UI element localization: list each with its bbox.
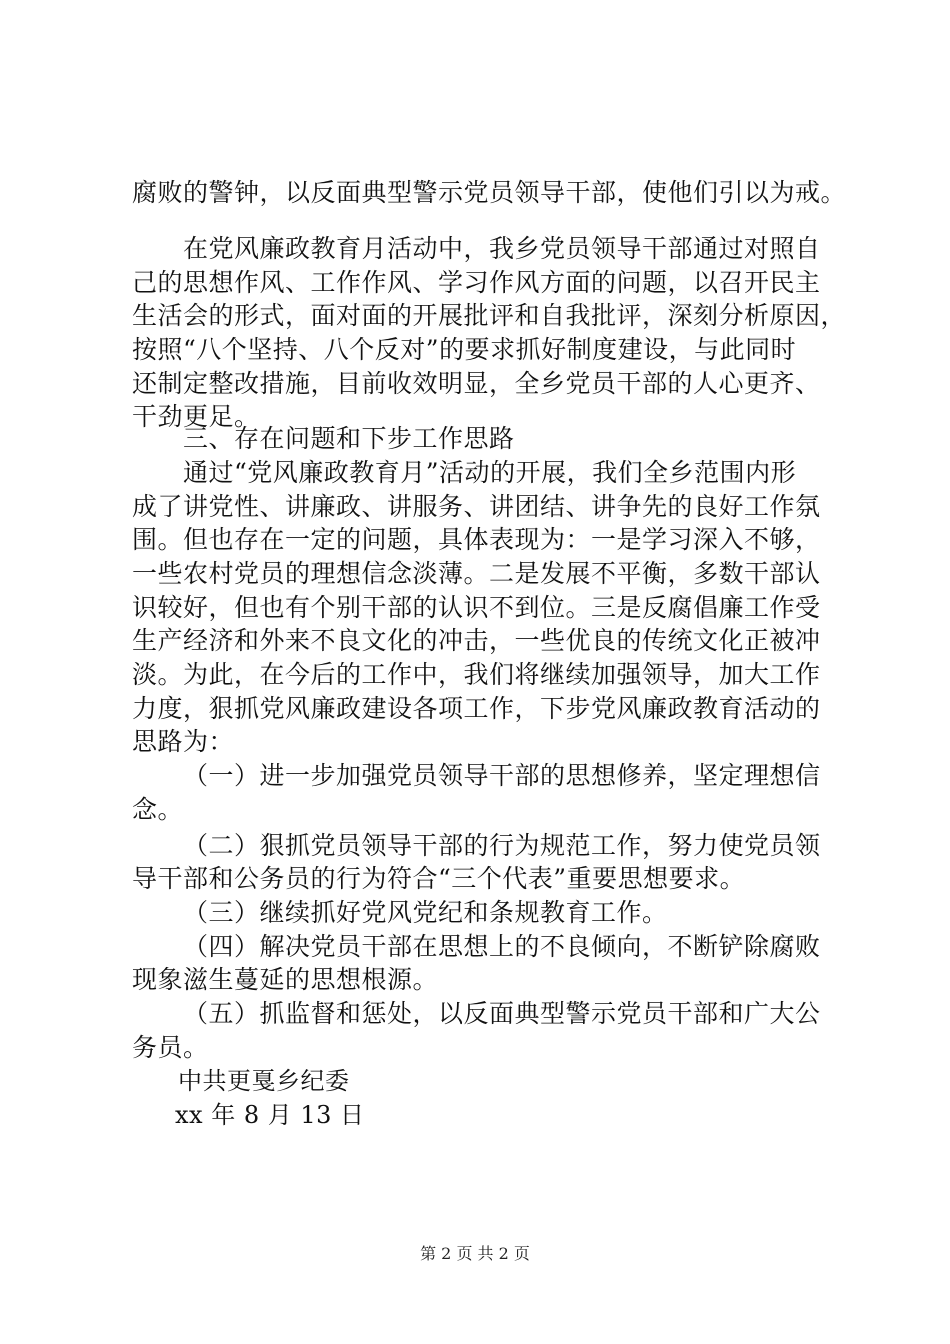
text-line: 围。但也存在一定的问题，具体表现为：一是学习深入不够，	[132, 525, 821, 554]
text-line: 干劲更足。	[132, 402, 260, 431]
list-item-5-cont: 务员。	[132, 1033, 209, 1062]
text-line: 一些农村党员的理想信念淡薄。二是发展不平衡，多数干部认	[132, 559, 821, 588]
text-line: 成了讲党性、讲廉政、讲服务、讲团结、讲争先的良好工作氛	[132, 492, 821, 521]
text-line: 己的思想作风、工作作风、学习作风方面的问题，以召开民主	[132, 268, 821, 297]
text-line: 按照“八个坚持、八个反对”的要求抓好制度建设，与此同时	[132, 335, 797, 364]
list-item-3: （三）继续抓好党风党纪和条规教育工作。	[183, 898, 668, 927]
text-line: 思路为：	[132, 727, 235, 756]
list-item-1: （一）进一步加强党员领导干部的思想修养，坚定理想信	[183, 761, 821, 790]
text-line: 腐败的警钟，以反面典型警示党员领导干部，使他们引以为戒。	[132, 178, 847, 207]
list-item-1-cont: 念。	[132, 795, 184, 824]
text-line: 生活会的形式，面对面的开展批评和自我批评，深刻分析原因，	[132, 301, 847, 330]
paragraph-first-line: 在党风廉政教育月活动中，我乡党员领导干部通过对照自	[183, 234, 821, 263]
text-line: 还制定整改措施，目前收效明显，全乡党员干部的人心更齐、	[132, 369, 821, 398]
text-line: 淡。为此，在今后的工作中，我们将继续加强领导，加大工作	[132, 660, 821, 689]
page-number-footer: 第 2 页 共 2 页	[420, 1244, 530, 1263]
signature-organization: 中共更戛乡纪委	[178, 1067, 350, 1095]
list-item-2-cont: 导干部和公务员的行为符合“三个代表”重要思想要求。	[132, 864, 746, 893]
text-line: 力度，狠抓党风廉政建设各项工作，下步党风廉政教育活动的	[132, 694, 821, 723]
paragraph-first-line: 通过“党风廉政教育月”活动的开展，我们全乡范围内形	[183, 458, 797, 487]
text-line: 生产经济和外来不良文化的冲击，一些优良的传统文化正被冲	[132, 626, 821, 655]
list-item-2: （二）狠抓党员领导干部的行为规范工作，努力使党员领	[183, 831, 821, 860]
list-item-4: （四）解决党员干部在思想上的不良倾向，不断铲除腐败	[183, 932, 821, 961]
text-line: 识较好，但也有个别干部的认识不到位。三是反腐倡廉工作受	[132, 593, 821, 622]
section-heading: 三、存在问题和下步工作思路	[183, 424, 515, 453]
list-item-5: （五）抓监督和惩处，以反面典型警示党员干部和广大公	[183, 999, 821, 1028]
signature-date: xx 年 8 月 13 日	[175, 1101, 365, 1129]
list-item-4-cont: 现象滋生蔓延的思想根源。	[132, 965, 439, 994]
